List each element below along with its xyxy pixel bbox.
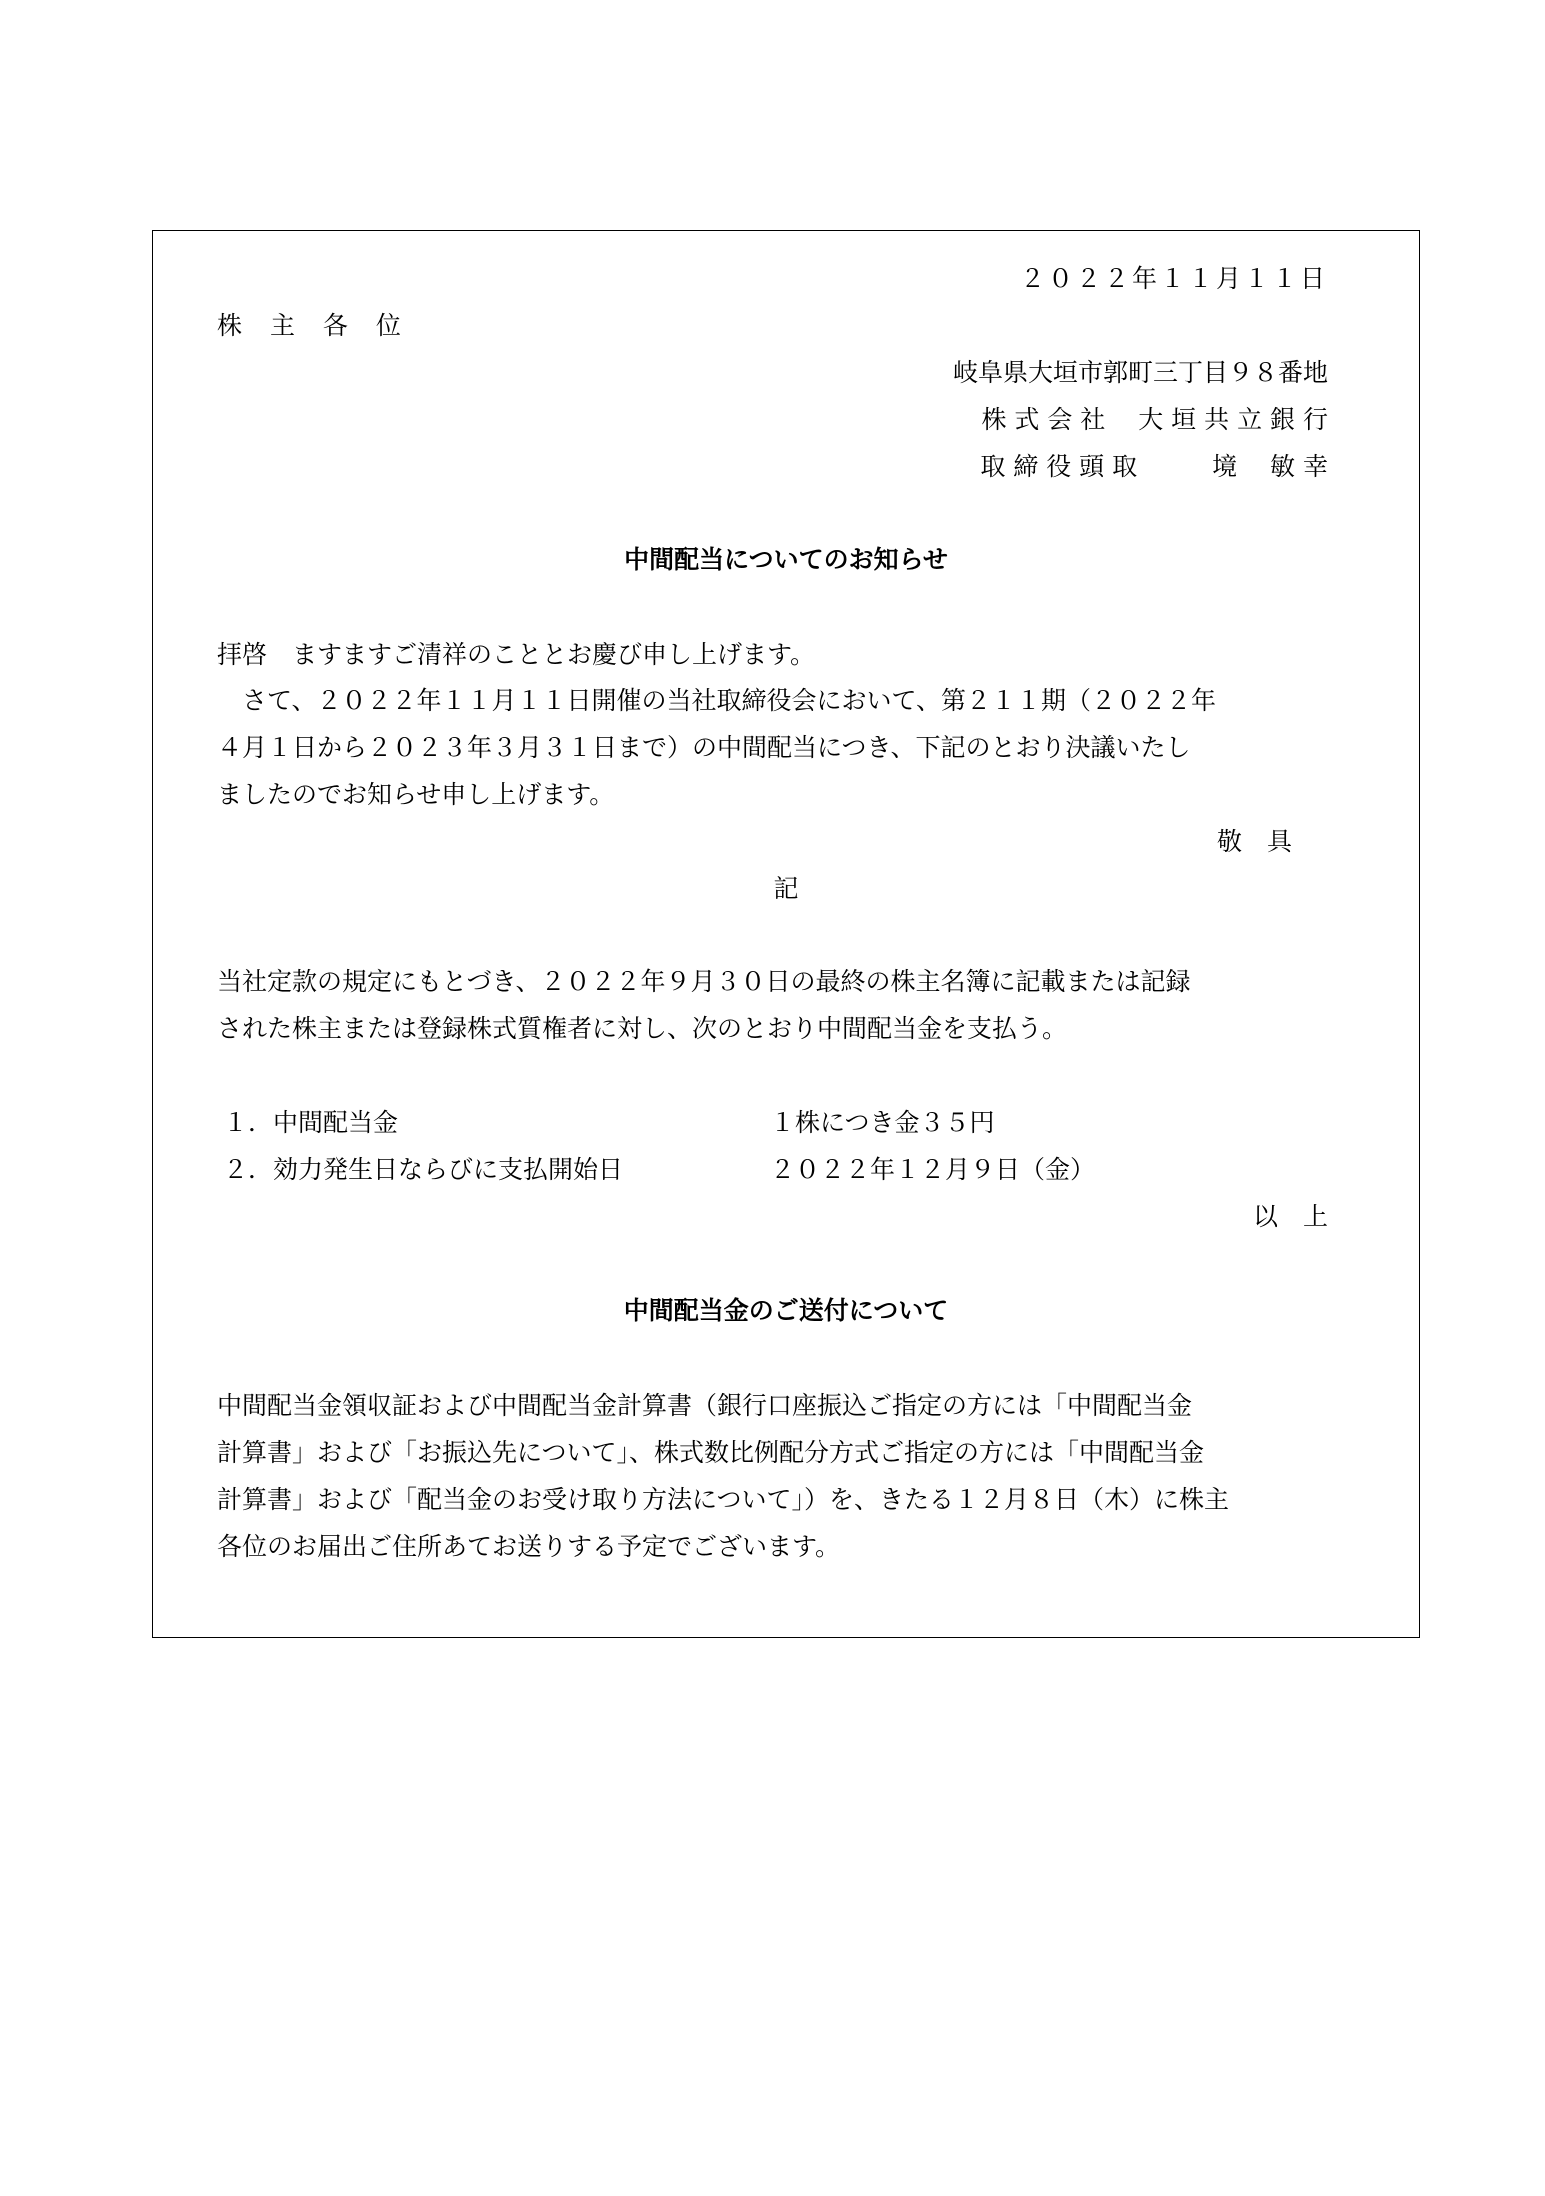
shipping-line-3: 計算書」および「配当金のお受け取り方法について」）を、きたる１２月８日（木）に株主 [217, 1485, 1230, 1514]
notice-title: 中間配当についてのお知らせ [624, 545, 948, 574]
greeting: 拝啓 ますますご清祥のこととお慶び申し上げます。 [217, 640, 816, 669]
detail-line-2: された株主または登録株式質権者に対し、次のとおり中間配当金を支払う。 [217, 1014, 1068, 1043]
shipping-line-1: 中間配当金領収証および中間配当金計算書（銀行口座振込ご指定の方には「中間配当金 [217, 1391, 1193, 1420]
shipping-line-2: 計算書」および「お振込先について」、株式数比例配分方式ご指定の方には「中間配当金 [217, 1438, 1205, 1467]
shipping-title: 中間配当金のご送付について [623, 1296, 949, 1325]
body-line-3: ましたのでお知らせ申し上げます。 [217, 780, 615, 809]
sender-address: 岐阜県大垣市郭町三丁目９８番地 [952, 358, 1328, 387]
item-1-value: １株につき金３５円 [770, 1108, 995, 1137]
shipping-line-4: 各位のお届出ご住所あてお送りする予定でございます。 [217, 1532, 841, 1561]
addressee: 株 主 各 位 [217, 311, 411, 340]
document-date: ２０２２年１１月１１日 [1019, 264, 1328, 293]
notice-frame [152, 230, 1420, 1638]
body-line-2: ４月１日から２０２３年３月３１日まで）の中間配当につき、下記のとおり決議いたし [217, 733, 1191, 762]
sender-title-name: 取 締 役 頭 取 境 敏 幸 [980, 452, 1328, 481]
sender-company: 株 式 会 社 大 垣 共 立 銀 行 [981, 405, 1328, 434]
detail-line-1: 当社定款の規定にもとづき、２０２２年９月３０日の最終の株主名簿に記載または記録 [217, 967, 1191, 996]
closing-keigu: 敬 具 [1217, 827, 1293, 856]
end-ijo: 以 上 [1252, 1202, 1328, 1231]
item-2-label: ２．効力発生日ならびに支払開始日 [223, 1155, 624, 1184]
ki-label: 記 [773, 874, 799, 903]
item-1-label: １．中間配当金 [223, 1108, 399, 1137]
body-line-1: さて、２０２２年１１月１１日開催の当社取締役会において、第２１１期（２０２２年 [217, 686, 1217, 715]
item-2-value: ２０２２年１２月９日（金） [770, 1155, 1096, 1184]
